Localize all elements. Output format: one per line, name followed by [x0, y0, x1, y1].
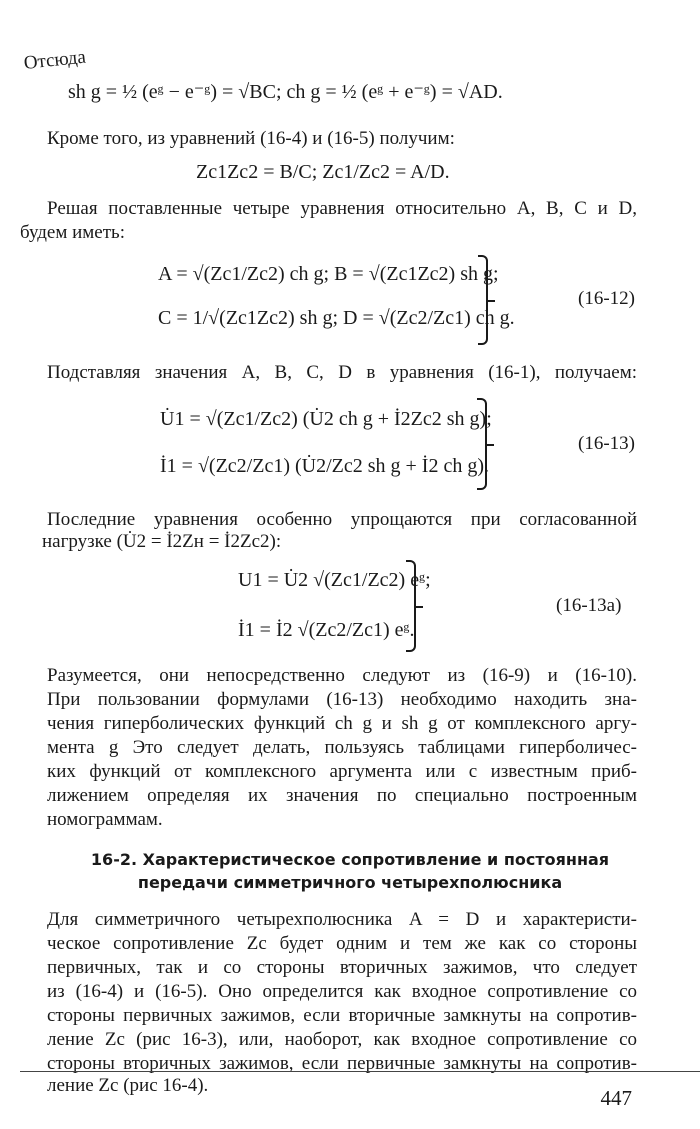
paragraph-line: ление Zc (рис 16-3), или, наоборот, как входное сопротивление со — [47, 1029, 637, 1050]
paragraph-line: номограммам. — [47, 809, 163, 830]
paragraph-line: ких функций от комплексного аргумента или с известным приб- — [47, 761, 637, 782]
paragraph-line: Разумеется, они непосредственно следуют из (16-9) и (16-10). — [47, 665, 637, 686]
formula-zz: Zc1Zc2 = B/C; Zc1/Zc2 = A/D. — [196, 161, 450, 183]
equation-16-13-line1: U̇1 = √(Zc1/Zc2) (U̇2 ch g + İ2Zc2 sh g); — [160, 408, 492, 430]
paragraph-line: ление Zc (рис 16-4). — [47, 1075, 209, 1096]
paragraph-reshaya-line2: будем иметь: — [20, 222, 125, 243]
equation-16-13-line2: İ1 = √(Zc2/Zc1) (U̇2/Zc2 sh g + İ2 ch g). — [160, 455, 489, 477]
formula-sh-ch: sh g = ½ (eᵍ − e⁻ᵍ) = √BC; ch g = ½ (eᵍ + e⁻ᵍ) = √AD. — [68, 81, 503, 103]
paragraph-poslednie-line2: нагрузке (U̇2 = İ2Zн = İ2Zc2): — [42, 531, 282, 552]
intro-word: Отсюда — [22, 46, 87, 74]
equation-brace — [406, 560, 416, 652]
paragraph-kroome: Кроме того, из уравнений (16-4) и (16-5) получим: — [47, 128, 455, 149]
paragraph-line: чения гиперболических функций ch g и sh g от комплексного аргу- — [47, 713, 637, 734]
paragraph-line: из (16-4) и (16-5). Оно определится как входное сопротивление со — [47, 981, 637, 1002]
equation-brace — [477, 398, 487, 490]
paragraph-reshaya-line1: Решая поставленные четыре уравнения относительно A, B, C и D, — [47, 198, 637, 219]
paragraph-line: Для симметричного четырехполюсника A = D и характеристи- — [47, 909, 637, 930]
equation-16-13a-line1: U1 = U̇2 √(Zc1/Zc2) eᵍ; — [238, 569, 431, 591]
scan-rule — [20, 1071, 700, 1072]
paragraph-line: мента g Это следует делать, пользуясь таблицами гиперболичес- — [47, 737, 637, 758]
paragraph-poslednie-line1: Последние уравнения особенно упрощаются при согласованной — [47, 509, 637, 530]
equation-16-12-line1: A = √(Zc1/Zc2) ch g; B = √(Zc1Zc2) sh g; — [158, 263, 499, 285]
equation-brace — [478, 255, 488, 345]
paragraph-line: стороны первичных зажимов, если вторичные замкнуты на сопротив- — [47, 1005, 637, 1026]
equation-number-16-13a: (16-13а) — [556, 595, 622, 616]
equation-number-16-13: (16-13) — [578, 433, 635, 454]
page-number: 447 — [600, 1086, 632, 1110]
equation-number-16-12: (16-12) — [578, 288, 635, 309]
paragraph-line: первичных, так и со стороны вторичных зажимов, что следует — [47, 957, 637, 978]
paragraph-podstavlyaya: Подставляя значения A, B, C, D в уравнения (16-1), получаем: — [47, 362, 637, 383]
section-heading-line2: передачи симметричного четырехполюсника — [137, 873, 563, 892]
paragraph-line: ческое сопротивление Zc будет одним и тем же как со стороны — [47, 933, 637, 954]
paragraph-line: лижением определяя их значения по специально построенным — [47, 785, 637, 806]
section-heading-line1: 16-2. Характеристическое сопротивление и постоянная — [90, 850, 610, 869]
paragraph-line: При пользовании формулами (16-13) необходимо находить зна- — [47, 689, 637, 710]
equation-16-13a-line2: İ1 = İ2 √(Zc2/Zc1) eᵍ. — [238, 619, 415, 641]
equation-16-12-line2: C = 1/√(Zc1Zc2) sh g; D = √(Zc2/Zc1) ch g. — [158, 307, 515, 329]
paragraph-line: стороны вторичных зажимов, если первичные замкнуты на сопротив- — [47, 1053, 637, 1074]
